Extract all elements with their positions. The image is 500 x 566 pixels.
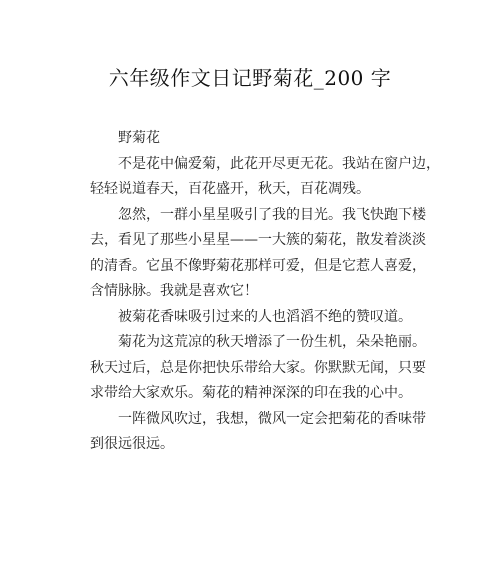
paragraph-line: 忽然，一群小星星吸引了我的目光。我飞快跑下楼	[118, 206, 426, 223]
document-title: 六年级作文日记野菊花_200 字	[108, 66, 392, 90]
subtitle-line: 野菊花	[118, 130, 160, 146]
paragraph-line: 菊花为这荒凉的秋天增添了一份生机，朵朵艳丽。	[118, 334, 426, 350]
paragraph-line: 被菊花香味吸引过来的人也滔滔不绝的赞叹道。	[118, 308, 412, 325]
paragraph-line: 不是花中偏爱菊，此花开尽更无花。我站在窗户边，	[118, 155, 440, 172]
document-body	[90, 126, 440, 458]
paragraph-line: 到很远很远。	[90, 436, 174, 452]
paragraph-line: 含情脉脉。我就是喜欢它！	[90, 283, 258, 299]
paragraph-line: 去，看见了那些小星星——一大簇的菊花，散发着淡淡	[90, 232, 426, 248]
paragraph-line: 一阵微风吹过，我想，微风一定会把菊花的香味带	[118, 410, 426, 427]
paragraph-line: 求带给大家欢乐。菊花的精神深深的印在我的心中。	[90, 385, 412, 401]
paragraph-line: 的清香。它虽不像野菊花那样可爱，但是它惹人喜爱，	[90, 257, 426, 274]
paragraph-line: 轻轻说道春天，百花盛开，秋天，百花凋残。	[90, 181, 370, 197]
paragraph-line: 秋天过后，总是你把快乐带给大家。你默默无闻，只要	[90, 359, 426, 376]
